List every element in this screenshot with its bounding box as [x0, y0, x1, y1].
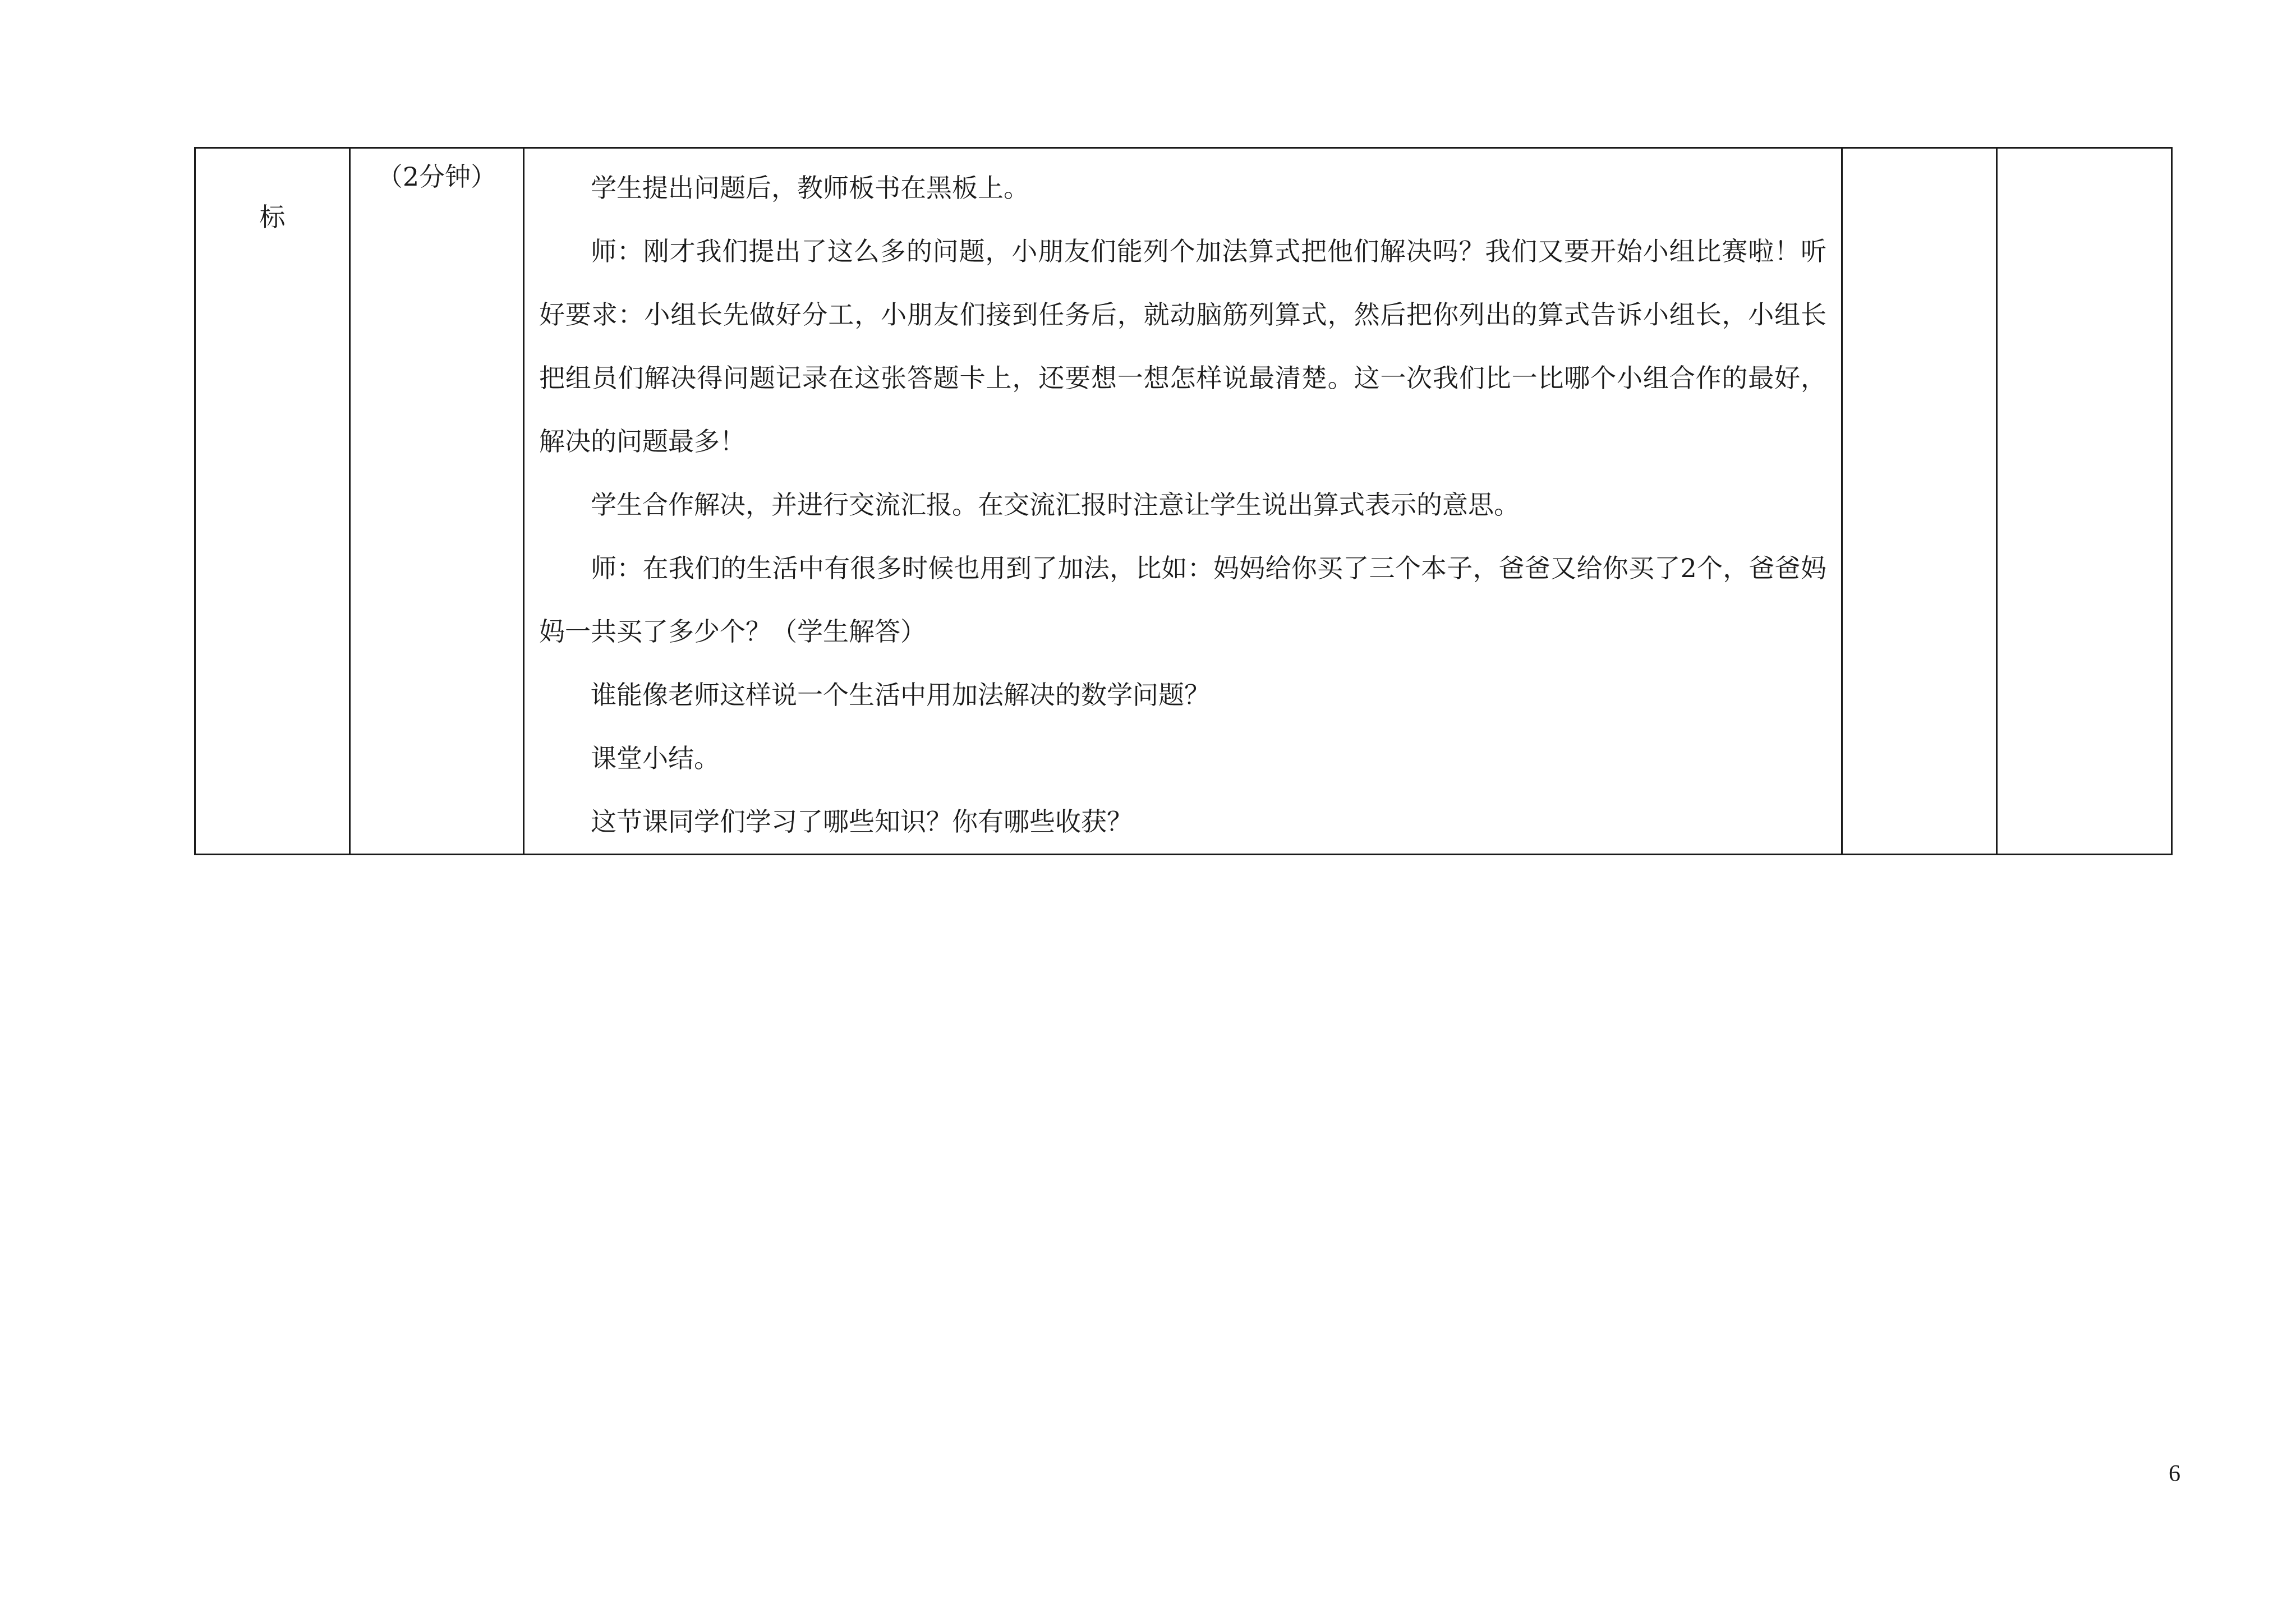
- content-paragraph: 课堂小结。: [591, 743, 720, 773]
- page-number: 6: [2169, 1461, 2180, 1487]
- time-cell: （2分钟）: [350, 148, 524, 855]
- empty-cell: [1997, 148, 2172, 855]
- content-paragraph: 学生提出问题后，教师板书在黑板上。: [591, 173, 1029, 203]
- empty-cell: [1842, 148, 1997, 855]
- table-row: [195, 148, 2172, 855]
- content-paragraph: 这节课同学们学习了哪些知识？你有哪些收获？: [591, 806, 1133, 837]
- content-paragraph: 师：在我们的生活中有很多时候也用到了加法，比如：妈妈给你买了三个本子，爸爸又给你买了2个，爸爸妈妈一共买了多少个？（学生解答）: [539, 553, 1826, 647]
- lesson-plan-table: [194, 147, 2173, 855]
- content-paragraph: 学生合作解决，并进行交流汇报。在交流汇报时注意让学生说出算式表示的意思。: [591, 490, 1520, 520]
- content-paragraph: 谁能像老师这样说一个生活中用加法解决的数学问题？: [591, 680, 1210, 710]
- content-paragraph: 师：刚才我们提出了这么多的问题，小朋友们能列个加法算式把他们解决吗？我们又要开始小组比赛啦！听好要求：小组长先做好分工，小朋友们接到任务后，就动脑筋列算式，然后把你列出的算式告诉小组长，小组长把组员们解决得问题记录在这张答题卡上，还要想一想怎样说最清楚。这一次我们比一比哪个小组合作的最好，解决的问题最多！: [539, 236, 1826, 457]
- content-cell: [524, 148, 1842, 855]
- stage-cell: 标: [195, 148, 350, 855]
